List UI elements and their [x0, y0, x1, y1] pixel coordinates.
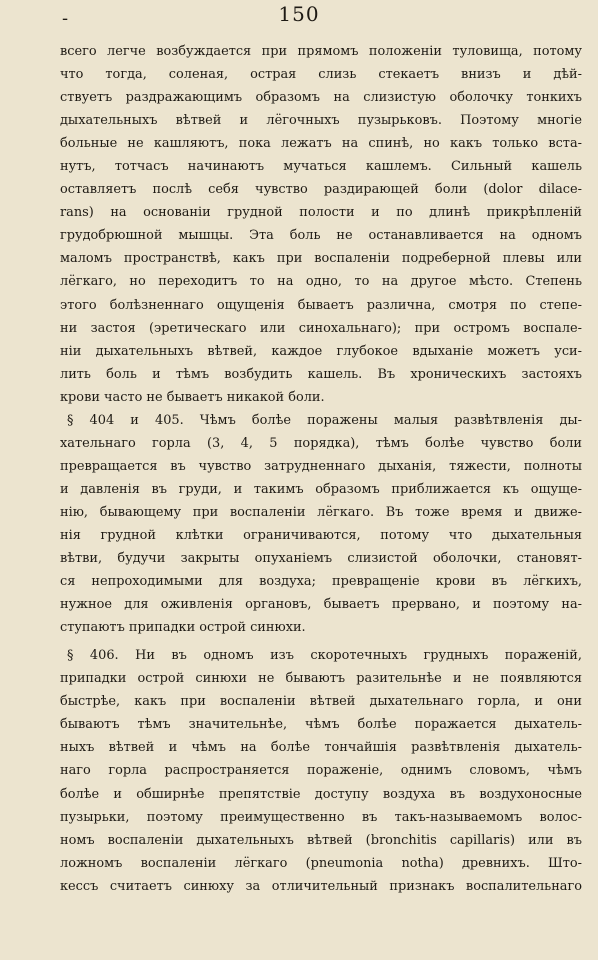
text-line: номъ воспаленiи дыхательныхъ вѣтвей (bronchitis capillaris) или въ	[60, 832, 582, 848]
page-number: 150	[278, 2, 320, 26]
text-line: нiи дыхательныхъ вѣтвей, каждое глубокое вдыханiе можетъ уси-	[60, 343, 582, 359]
text-line: бываютъ тѣмъ значительнѣе, чѣмъ болѣе поражается дыхатель-	[60, 717, 582, 733]
text-line: грудобрюшной мышцы. Эта боль не останавливается на одномъ	[60, 228, 582, 244]
text-line: ствуетъ раздражающимъ образомъ на слизистую оболочку тонкихъ	[60, 90, 582, 106]
text-line: нужное для оживленiя органовъ, бываетъ прервано, и поэтому на-	[60, 597, 582, 613]
text-line: ложномъ воспаленiи лёгкаго (pneumonia notha) древнихъ. Што-	[60, 855, 582, 871]
text-line: кессъ считаетъ синюху за отличительный признакъ воспалительнаго	[60, 878, 582, 894]
text-line: дыхательныхъ вѣтвей и лёгочныхъ пузырьковъ. Поэтому многiе	[60, 113, 582, 129]
text-line: пузырьки, поэтому преимущественно въ такъ-называемомъ волос-	[60, 809, 582, 825]
text-line: превращается въ чувство затрудненнаго дыханiя, тяжести, полноты	[60, 458, 582, 474]
text-line: всего легче возбуждается при прямомъ положенiи туловища, потому	[60, 44, 582, 59]
text-line: ся непроходимыми для воздуха; превращенiе крови въ лёгкихъ,	[60, 574, 582, 590]
text-line: наго горла распространяется пораженiе, однимъ словомъ, чѣмъ	[60, 763, 582, 779]
page-body	[60, 40, 582, 898]
text-line: вѣтви, будучи закрыты опуханiемъ слизистой оболочки, становят-	[60, 551, 582, 567]
text-line: ни застоя (эретическаго или синохальнаго); при остромъ воспале-	[60, 320, 582, 336]
text-line: лёгкаго, но переходитъ то на одно, то на другое мѣсто. Степень	[60, 274, 582, 290]
header-dash: -	[62, 8, 69, 29]
text-line: оставляетъ послѣ себя чувство раздирающей боли (dolor dilace-	[60, 182, 582, 198]
paragraph	[60, 409, 582, 639]
text-line: rans) на основанiи грудной полости и по длинѣ прикрѣпленiй	[60, 205, 582, 221]
text-line: и давленiя въ груди, и такимъ образомъ приближается къ ощуще-	[60, 481, 582, 497]
text-line: нiя грудной клѣтки ограничиваются, потому что дыхательныя	[60, 527, 582, 543]
text-line: что тогда, соленая, острая слизь стекаетъ внизъ и дѣй-	[60, 67, 582, 83]
text-line: больные не кашляютъ, пока лежатъ на спинѣ, но какъ только вста-	[60, 136, 582, 152]
text-line: маломъ пространствѣ, какъ при воспаленiи подреберной плевы или	[60, 251, 582, 267]
text-line: нутъ, тотчасъ начинаютъ мучаться кашлемъ. Сильный кашель	[60, 159, 582, 175]
text-line: нiю, бывающему при воспаленiи лёгкаго. Въ тоже время и движе-	[60, 504, 582, 520]
paragraph	[60, 40, 582, 409]
text-line: § 406. Ни въ одномъ изъ скоротечныхъ грудныхъ пораженiй,	[67, 648, 582, 664]
text-line: крови часто не бываетъ никакой боли.	[60, 389, 325, 405]
text-line: быстрѣе, какъ при воспаленiи вѣтвей дыхательнаго горла, и они	[60, 694, 582, 710]
text-line: хательнаго горла (3, 4, 5 порядка), тѣмъ болѣе чувство боли	[60, 435, 582, 451]
text-line: лить боль и тѣмъ возбудить кашель. Въ хроническихъ застояхъ	[60, 366, 582, 382]
paragraph	[60, 644, 582, 898]
text-line: болѣе и обширнѣе препятствiе доступу воздуха въ воздухоносные	[60, 786, 582, 802]
text-line: этого болѣзненнаго ощущенiя бываетъ различна, смотря по степе-	[60, 297, 582, 313]
text-line: припадки острой синюхи не бываютъ разительнѣе и не появляются	[60, 671, 582, 687]
text-line: § 404 и 405. Чѣмъ болѣе поражены малыя развѣтвленiя ды-	[67, 412, 582, 428]
text-line: ныхъ вѣтвей и чѣмъ на болѣе тончайшiя развѣтвленiя дыхатель-	[60, 740, 582, 756]
text-line: ступаютъ припадки острой синюхи.	[60, 620, 306, 636]
